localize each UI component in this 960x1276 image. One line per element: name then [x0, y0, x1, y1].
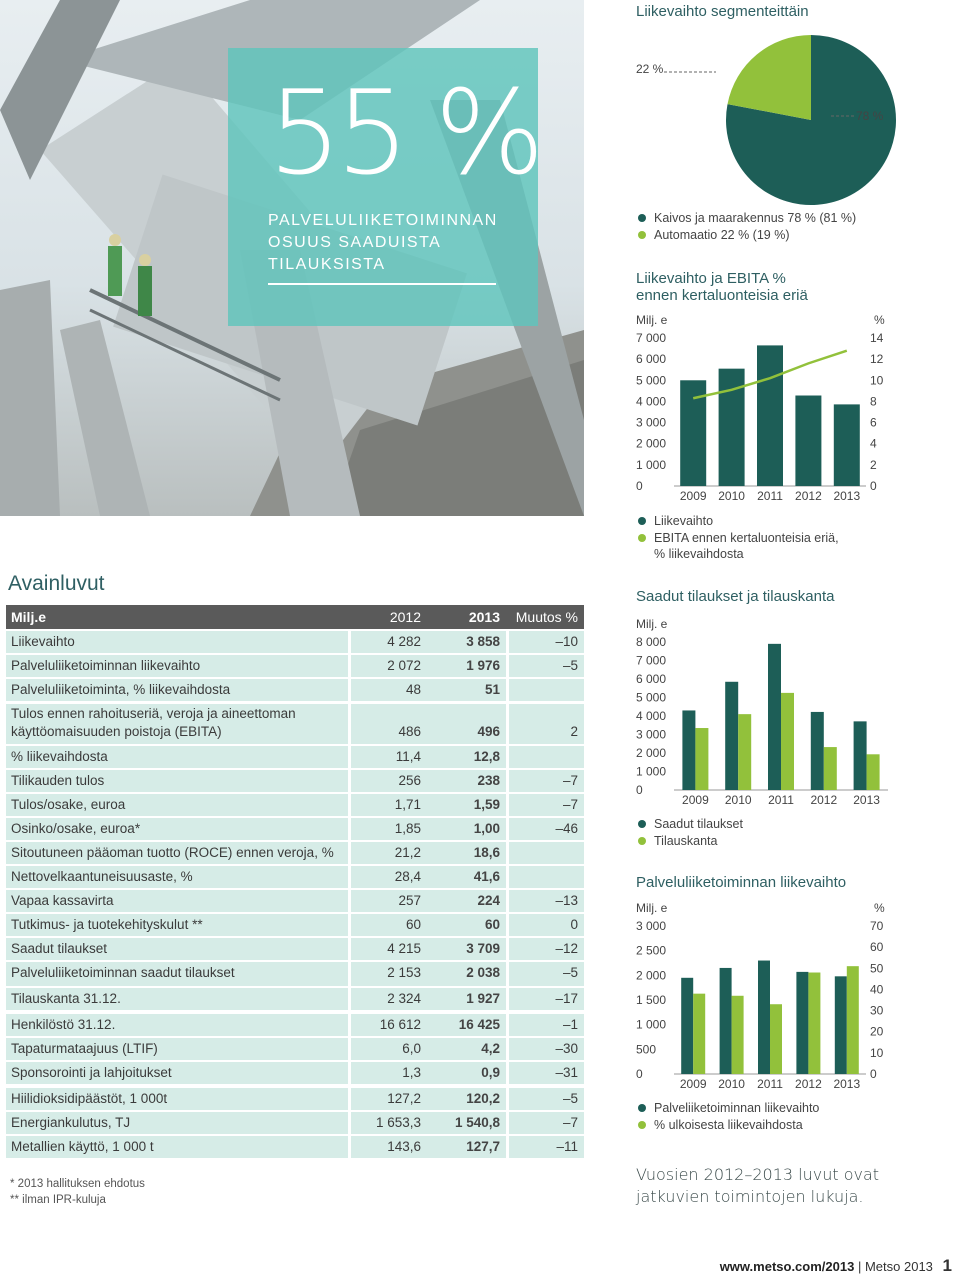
- column-separator: [348, 962, 351, 986]
- y2-tick-label: 2: [870, 457, 877, 472]
- table-row: [6, 1088, 584, 1110]
- services-sales-bar: [835, 976, 847, 1074]
- row-label: Palveluliiketoiminta, % liikevaihdosta: [11, 682, 231, 697]
- y-tick-label: 3 000: [636, 919, 667, 933]
- sales-bar: [795, 396, 821, 486]
- column-separator: [348, 890, 351, 912]
- sales-ebita-legend: [636, 513, 839, 563]
- orders-legend-label-1: Saadut tilaukset: [654, 817, 743, 831]
- row-label: Saadut tilaukset: [11, 941, 108, 956]
- value-2013: 3 709: [466, 941, 500, 956]
- value-2013: 496: [477, 724, 500, 739]
- value-2012: 48: [405, 682, 421, 697]
- services-legend-item-1: [636, 1100, 819, 1116]
- row-label: % liikevaihdosta: [11, 749, 108, 764]
- services-legend-label-1: Palveliiketoiminnan liikevaihto: [654, 1101, 820, 1115]
- column-separator: [348, 794, 351, 816]
- hero-caption-rule: [268, 283, 496, 285]
- backlog-bar: [781, 693, 794, 790]
- change-percent: –30: [555, 1041, 578, 1056]
- value-2012: 16 612: [379, 1017, 421, 1032]
- y-tick-label: 3 000: [636, 415, 667, 430]
- column-separator: [506, 631, 509, 653]
- change-percent: –7: [562, 773, 578, 788]
- table-notes: [10, 1176, 145, 1208]
- table-row: [6, 631, 584, 653]
- value-2013: 238: [477, 773, 500, 788]
- table-row: [6, 794, 584, 816]
- table-row: [6, 842, 584, 864]
- column-separator: [506, 746, 509, 768]
- pie-label-kaivos: 78 %: [856, 109, 884, 123]
- y2-tick-label: 30: [870, 1003, 884, 1018]
- value-2013: 1 927: [466, 991, 500, 1006]
- x-tick-label: 2010: [724, 793, 752, 807]
- row-label: Sitoutuneen pääoman tuotto (ROCE) ennen veroja, %: [11, 845, 334, 860]
- column-separator: [506, 770, 509, 792]
- y2-tick-label: 70: [870, 919, 884, 933]
- y2-tick-label: 12: [870, 352, 884, 367]
- orders-bar: [682, 710, 695, 790]
- y2-axis-unit: %: [874, 901, 885, 915]
- table-row: [6, 679, 584, 701]
- y2-tick-label: 0: [870, 479, 877, 493]
- continuing-operations-note: [636, 1164, 879, 1208]
- change-percent: –12: [555, 941, 578, 956]
- footer-brand: Metso 2013: [864, 1259, 933, 1274]
- services-sales-bar: [720, 968, 732, 1074]
- row-label: Metallien käyttö, 1 000 t: [11, 1139, 154, 1154]
- column-separator: [348, 1062, 351, 1084]
- column-separator: [506, 890, 509, 912]
- column-separator: [348, 1038, 351, 1060]
- note-line-1: Vuosien 2012–2013 luvut ovat: [636, 1165, 880, 1184]
- row-label: Palveluliiketoiminnan saadut tilaukset: [11, 965, 235, 980]
- value-2012: 127,2: [387, 1091, 421, 1106]
- y-tick-label: 8 000: [636, 635, 667, 649]
- column-separator: [506, 938, 509, 960]
- column-separator: [348, 988, 351, 1010]
- value-2013: 1,59: [473, 797, 500, 812]
- column-separator: [348, 914, 351, 936]
- key-figures-title: Avainluvut: [8, 572, 105, 595]
- column-separator: [506, 704, 509, 744]
- y-tick-label: 0: [636, 1067, 643, 1081]
- change-percent: –7: [562, 1115, 578, 1130]
- change-percent: –5: [562, 965, 578, 980]
- pie-legend-label-1: Kaivos ja maarakennus 78 % (81 %): [654, 211, 857, 225]
- note-ipr: ** ilman IPR-kuluja: [10, 1194, 106, 1206]
- table-row: [6, 770, 584, 792]
- row-label: Tilauskanta 31.12.: [11, 991, 121, 1006]
- sales-ebita-chart: [636, 310, 960, 510]
- x-tick-label: 2012: [795, 1077, 822, 1091]
- services-share-bar: [693, 994, 705, 1074]
- table-row: [6, 890, 584, 912]
- row-label: Tilikauden tulos: [11, 773, 105, 788]
- backlog-bar: [738, 714, 751, 790]
- legend-dot-light: [638, 837, 646, 845]
- column-separator: [348, 842, 351, 864]
- header-change: Muutos %: [515, 609, 578, 625]
- orders-bar: [725, 682, 738, 790]
- row-label: Osinko/osake, euroa*: [11, 821, 141, 836]
- column-separator: [506, 962, 509, 986]
- pie-legend-item-2: [636, 227, 856, 243]
- sales-bar: [757, 345, 783, 486]
- column-separator: [506, 914, 509, 936]
- services-legend-label-2: % ulkoisesta liikevaihdosta: [654, 1118, 803, 1132]
- orders-chart-title: Saadut tilaukset ja tilauskanta: [636, 588, 835, 605]
- value-2013: 51: [484, 682, 500, 697]
- orders-legend: [636, 816, 743, 850]
- y2-tick-label: 4: [870, 436, 877, 451]
- x-tick-label: 2013: [833, 1077, 861, 1091]
- legend-dot-dark: [638, 820, 646, 828]
- column-separator: [506, 679, 509, 701]
- change-percent: –13: [555, 893, 578, 908]
- table-row: [6, 1062, 584, 1084]
- value-2013: 224: [477, 893, 500, 908]
- value-2013: 18,6: [473, 845, 500, 860]
- value-2012: 21,2: [394, 845, 421, 860]
- y2-axis-unit: %: [874, 313, 885, 327]
- y2-tick-label: 20: [870, 1024, 884, 1039]
- orders-chart: [636, 612, 960, 812]
- header-2012: 2012: [389, 609, 421, 625]
- hero-caption-line-1: PALVELULIIKETOIMINNAN: [268, 212, 498, 229]
- y-tick-label: 7 000: [636, 331, 667, 345]
- legend-dot-light: [638, 231, 646, 239]
- orders-legend-item-1: [636, 816, 743, 832]
- value-2012: 1,71: [394, 797, 421, 812]
- row-label: Sponsorointi ja lahjoitukset: [11, 1065, 172, 1080]
- column-separator: [506, 818, 509, 840]
- change-percent: –46: [555, 821, 578, 836]
- change-percent: –31: [555, 1065, 578, 1080]
- change-percent: –7: [562, 797, 578, 812]
- column-separator: [506, 988, 509, 1010]
- pie-chart-title: Liikevaihto segmenteittäin: [636, 3, 809, 20]
- y-tick-label: 1 000: [636, 1017, 667, 1032]
- y-tick-label: 6 000: [636, 352, 667, 367]
- table-row: [6, 818, 584, 840]
- y2-tick-label: 60: [870, 940, 884, 955]
- header-unit: Milj.e: [11, 609, 47, 625]
- table-row: [6, 866, 584, 888]
- sales-ebita-title-line-1: Liikevaihto ja EBITA %: [636, 270, 786, 287]
- column-separator: [506, 842, 509, 864]
- services-share-bar: [847, 966, 859, 1074]
- services-legend: [636, 1100, 819, 1134]
- value-2012: 2 324: [387, 991, 421, 1006]
- page-footer: [720, 1256, 952, 1276]
- x-tick-label: 2011: [768, 793, 794, 807]
- footer-url[interactable]: www.metso.com/2013: [719, 1259, 855, 1274]
- value-2012: 1 653,3: [375, 1115, 421, 1130]
- value-2012: 143,6: [387, 1139, 421, 1154]
- row-label: Tutkimus- ja tuotekehityskulut **: [11, 917, 203, 932]
- table-row: [6, 1136, 584, 1158]
- value-2012: 257: [398, 893, 421, 908]
- value-2013: 2 038: [466, 965, 500, 980]
- x-tick-label: 2009: [679, 489, 707, 503]
- column-separator: [506, 1136, 509, 1158]
- x-tick-label: 2011: [757, 489, 783, 503]
- y-tick-label: 4 000: [636, 394, 667, 409]
- value-2013: 127,7: [466, 1139, 500, 1154]
- value-2012: 4 215: [387, 941, 421, 956]
- row-label-line-2: käyttöomaisuuden poistoja (EBITA): [11, 724, 222, 739]
- orders-bar: [768, 644, 781, 790]
- y-tick-label: 0: [636, 783, 643, 797]
- sales-ebita-legend-item-1: [636, 513, 839, 529]
- sales-ebita-legend-item-2: [636, 530, 839, 562]
- note-line-2: jatkuvien toimintojen lukuja.: [636, 1187, 864, 1206]
- legend-dot-dark: [638, 517, 646, 525]
- table-row: [6, 746, 584, 768]
- y-axis-unit: Milj. e: [636, 617, 668, 631]
- table-row: [6, 1014, 584, 1036]
- y-tick-label: 6 000: [636, 672, 667, 686]
- y-tick-label: 0: [636, 479, 643, 493]
- key-figures-table: [6, 605, 584, 1158]
- change-percent: –17: [555, 991, 578, 1006]
- x-tick-label: 2010: [718, 1077, 745, 1091]
- row-label: Tulos/osake, euroa: [11, 797, 126, 812]
- orders-bar: [811, 712, 824, 790]
- hero-percent: 55 %: [268, 66, 539, 201]
- y2-tick-label: 6: [870, 415, 877, 430]
- y-tick-label: 2 000: [636, 746, 667, 760]
- row-label: Tulos ennen rahoituseriä, veroja ja aineettoman: [11, 706, 296, 721]
- backlog-bar: [867, 754, 880, 790]
- column-separator: [506, 1038, 509, 1060]
- change-percent: 2: [570, 724, 578, 739]
- y-tick-label: 5 000: [636, 690, 667, 705]
- y-tick-label: 2 500: [636, 943, 667, 958]
- hero-caption-line-3: TILAUKSISTA: [268, 256, 386, 273]
- value-2013: 120,2: [466, 1091, 500, 1106]
- value-2013: 12,8: [473, 749, 500, 764]
- column-separator: [348, 746, 351, 768]
- value-2012: 1,85: [394, 821, 421, 836]
- y-tick-label: 2 000: [636, 968, 667, 983]
- column-separator: [506, 866, 509, 888]
- column-separator: [506, 1088, 509, 1110]
- y2-tick-label: 0: [870, 1067, 877, 1081]
- backlog-bar: [695, 728, 708, 790]
- segment-pie-chart: [636, 30, 960, 210]
- y-tick-label: 3 000: [636, 727, 667, 742]
- value-2013: 0,9: [481, 1065, 500, 1080]
- y-tick-label: 4 000: [636, 709, 667, 723]
- row-label: Tapaturmataajuus (LTIF): [11, 1041, 158, 1056]
- x-tick-label: 2012: [795, 489, 822, 503]
- column-separator: [348, 1088, 351, 1110]
- column-separator: [506, 794, 509, 816]
- services-legend-item-2: [636, 1117, 819, 1133]
- value-2013: 1 976: [466, 658, 500, 673]
- column-separator: [506, 1062, 509, 1084]
- services-share-bar: [732, 996, 744, 1074]
- change-percent: 0: [570, 917, 578, 932]
- orders-legend-item-2: [636, 833, 743, 849]
- x-tick-label: 2010: [718, 489, 745, 503]
- y-tick-label: 2 000: [636, 436, 667, 451]
- footer-separator: |: [857, 1259, 862, 1274]
- x-tick-label: 2013: [853, 793, 880, 807]
- y2-tick-label: 8: [870, 394, 877, 409]
- legend-dot-dark: [638, 214, 646, 222]
- y-tick-label: 5 000: [636, 373, 667, 388]
- page-number: 1: [942, 1256, 952, 1275]
- column-separator: [506, 1014, 509, 1036]
- x-tick-label: 2009: [679, 1077, 707, 1091]
- y2-tick-label: 50: [870, 961, 884, 976]
- services-chart: [636, 898, 960, 1098]
- pie-legend: [636, 210, 856, 244]
- row-label: Hiilidioksidipäästöt, 1 000t: [11, 1091, 168, 1106]
- column-separator: [348, 1112, 351, 1134]
- legend-dot-dark: [638, 1104, 646, 1112]
- value-2013: 16 425: [458, 1017, 500, 1032]
- table-row: [6, 962, 584, 986]
- legend-dot-light: [638, 1121, 646, 1129]
- y2-tick-label: 10: [870, 373, 884, 388]
- sales-ebita-legend-label-1: Liikevaihto: [654, 514, 714, 528]
- sales-ebita-title-line-2: ennen kertaluonteisia eriä: [636, 287, 808, 304]
- value-2012: 256: [398, 773, 421, 788]
- value-2012: 6,0: [402, 1041, 421, 1056]
- note-dividend: * 2013 hallituksen ehdotus: [10, 1178, 145, 1190]
- backlog-bar: [824, 747, 837, 790]
- x-tick-label: 2009: [682, 793, 709, 807]
- sales-ebita-legend-label-2: EBITA ennen kertaluonteisia eriä,: [654, 531, 839, 545]
- y2-tick-label: 14: [870, 331, 884, 345]
- row-label: Henkilöstö 31.12.: [11, 1017, 116, 1032]
- services-share-bar: [770, 1004, 782, 1074]
- value-2012: 1,3: [402, 1065, 421, 1080]
- column-separator: [348, 938, 351, 960]
- column-separator: [348, 770, 351, 792]
- y-tick-label: 1 000: [636, 764, 667, 779]
- value-2012: 60: [405, 917, 421, 932]
- change-percent: –5: [562, 658, 578, 673]
- column-separator: [348, 679, 351, 701]
- value-2013: 60: [484, 917, 500, 932]
- value-2013: 1,00: [473, 821, 500, 836]
- sales-ebita-legend-label-3: % liikevaihdosta: [654, 547, 744, 561]
- table-row: [6, 704, 584, 744]
- row-label: Energiankulutus, TJ: [11, 1115, 131, 1130]
- value-2012: 4 282: [387, 634, 421, 649]
- y2-tick-label: 10: [870, 1045, 884, 1060]
- table-row: [6, 914, 584, 936]
- legend-dot-light: [638, 534, 646, 542]
- orders-legend-label-2: Tilauskanta: [654, 834, 718, 848]
- services-share-bar: [808, 973, 820, 1074]
- value-2013: 3 858: [466, 634, 500, 649]
- row-label: Nettovelkaantuneisuusaste, %: [11, 869, 193, 884]
- value-2013: 1 540,8: [454, 1115, 500, 1130]
- value-2012: 2 072: [387, 658, 421, 673]
- y-axis-unit: Milj. e: [636, 901, 668, 915]
- row-label: Vapaa kassavirta: [11, 893, 114, 908]
- x-tick-label: 2011: [757, 1077, 783, 1091]
- table-row: [6, 988, 584, 1010]
- hero-caption: [268, 210, 498, 276]
- pie-legend-label-2: Automaatio 22 % (19 %): [654, 228, 790, 242]
- y-tick-label: 7 000: [636, 653, 667, 668]
- services-sales-bar: [758, 961, 770, 1074]
- column-separator: [348, 1014, 351, 1036]
- services-chart-title: Palveluliiketoiminnan liikevaihto: [636, 874, 847, 891]
- table-row: [6, 1112, 584, 1134]
- column-separator: [348, 1136, 351, 1158]
- change-percent: –11: [556, 1139, 578, 1154]
- x-tick-label: 2012: [810, 793, 838, 807]
- y-axis-unit: Milj. e: [636, 313, 668, 327]
- column-separator: [348, 818, 351, 840]
- y-tick-label: 1 500: [636, 993, 667, 1007]
- value-2012: 11,4: [395, 749, 421, 764]
- orders-bar: [854, 721, 867, 790]
- table-row: [6, 1038, 584, 1060]
- value-2013: 41,6: [473, 869, 500, 884]
- row-label: Liikevaihto: [11, 634, 75, 649]
- y2-tick-label: 40: [870, 982, 884, 997]
- hero-caption-line-2: OSUUS SAADUISTA: [268, 234, 442, 251]
- column-separator: [348, 631, 351, 653]
- column-separator: [506, 655, 509, 677]
- column-separator: [348, 655, 351, 677]
- row-label: Palveluliiketoiminnan liikevaihto: [11, 658, 201, 673]
- change-percent: –1: [562, 1017, 578, 1032]
- key-figures-header: [6, 605, 584, 629]
- pie-legend-item-1: [636, 210, 856, 226]
- change-percent: –10: [555, 634, 578, 649]
- y-tick-label: 1 000: [636, 457, 667, 472]
- value-2013: 4,2: [481, 1041, 500, 1056]
- column-separator: [348, 704, 351, 744]
- sales-ebita-chart-title: [636, 270, 808, 304]
- sales-bar: [834, 404, 860, 486]
- table-row: [6, 655, 584, 677]
- column-separator: [506, 1112, 509, 1134]
- services-sales-bar: [681, 978, 693, 1074]
- change-percent: –5: [562, 1091, 578, 1106]
- value-2012: 28,4: [394, 869, 421, 884]
- table-row: [6, 938, 584, 960]
- value-2012: 486: [398, 724, 421, 739]
- value-2012: 2 153: [387, 965, 421, 980]
- y-tick-label: 500: [636, 1042, 657, 1057]
- pie-label-automaatio: 22 %: [636, 62, 664, 76]
- x-tick-label: 2013: [833, 489, 861, 503]
- column-separator: [348, 866, 351, 888]
- services-sales-bar: [796, 972, 808, 1074]
- header-2013: 2013: [468, 609, 500, 625]
